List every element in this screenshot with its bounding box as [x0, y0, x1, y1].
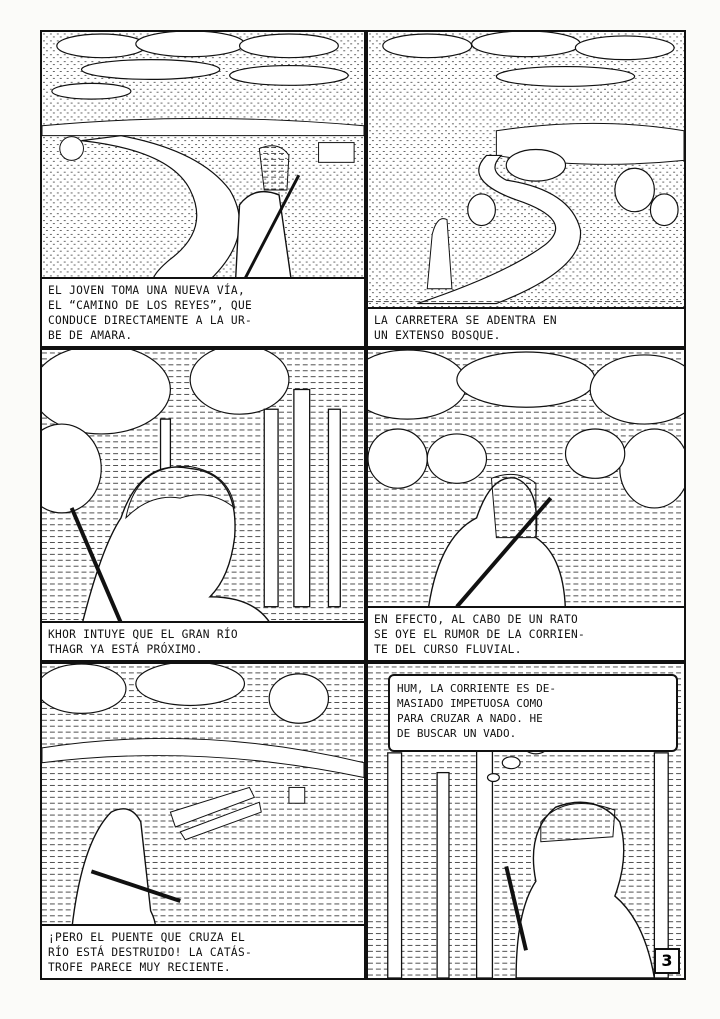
panel-1: [40, 30, 366, 348]
panel-2-art: [368, 32, 684, 346]
thought-balloon: HUM, LA CORRIENTE ES DE- MASIADO IMPETUOSA COMO PARA CRUZAR A NADO. HE DE BUSCAR UN VADO.: [388, 674, 678, 752]
page-number: 3: [654, 948, 680, 974]
panel-2: [366, 30, 686, 348]
panel-5-caption: ¡PERO EL PUENTE QUE CRUZA EL RÍO ESTÁ DESTRUIDO! LA CATÁS- TROFE PARECE MUY RECIENTE.: [42, 924, 364, 978]
panel-2-caption: LA CARRETERA SE ADENTRA EN UN EXTENSO BOSQUE.: [368, 307, 684, 346]
panel-5: [40, 662, 366, 980]
panel-3-caption: KHOR INTUYE QUE EL GRAN RÍO THAGR YA ESTÁ PRÓXIMO.: [42, 621, 364, 660]
panel-3-art: [42, 350, 364, 660]
panel-4: [366, 348, 686, 662]
panel-1-caption: EL JOVEN TOMA UNA NUEVA VÍA, EL “CAMINO DE LOS REYES”, QUE CONDUCE DIRECTAMENTE A LA UR- BE DE AMARA.: [42, 277, 364, 346]
panel-6: [366, 662, 686, 980]
panel-4-caption: EN EFECTO, AL CABO DE UN RATO SE OYE EL RUMOR DE LA CORRIEN- TE DEL CURSO FLUVIAL.: [368, 606, 684, 660]
panel-3: [40, 348, 366, 662]
